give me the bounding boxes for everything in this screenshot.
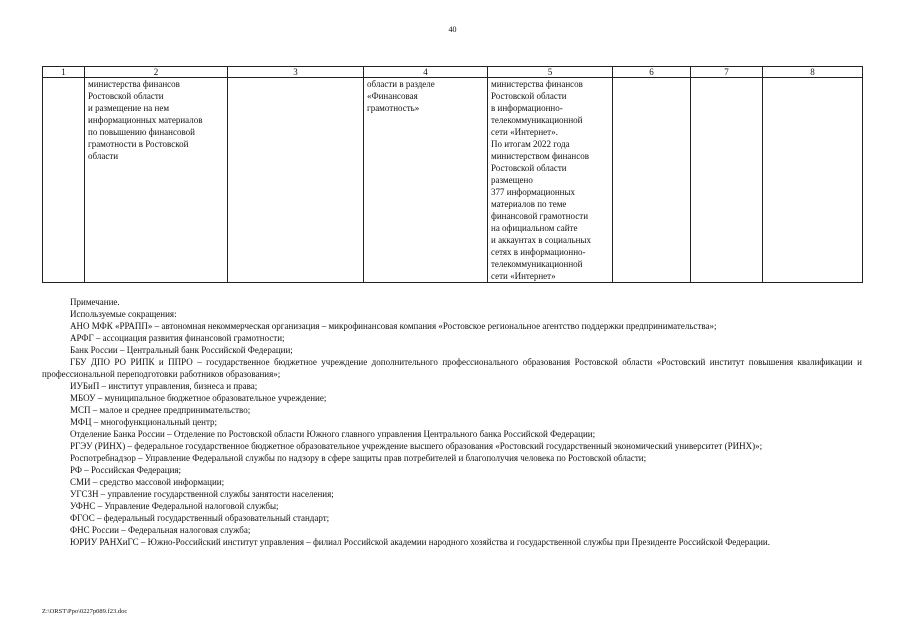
- note-line: ЮРИУ РАНХиГС – Южно-Российский институт управления – филиал Российской академии народного хозяйства и государственной службы при Президенте Российской Федерации.: [70, 537, 770, 547]
- cell-line: министерством финансов: [491, 151, 589, 161]
- note-line: РГЭУ (РИНХ) – федеральное государственное бюджетное образовательное учреждение высшего образования «Ростовский государственный экономический университет (РИНХ)»;: [70, 441, 763, 451]
- table-cell: [43, 78, 85, 283]
- cell-line: телекоммуникационной: [491, 259, 583, 269]
- table-cell: [613, 78, 691, 283]
- cell-line: Ростовской области: [491, 91, 567, 101]
- cell-line: области: [88, 151, 119, 161]
- cell-line: по повышению финансовой: [88, 127, 195, 137]
- cell-line: финансовой грамотности: [491, 211, 589, 221]
- abbreviations-notes: [42, 296, 862, 548]
- cell-line: и размещение на нем: [88, 103, 170, 113]
- table-row: [43, 78, 863, 283]
- note-line: Используемые сокращения:: [70, 309, 177, 319]
- cell-line: министерства финансов: [491, 79, 583, 89]
- cell-line: грамотности в Ростовской: [88, 139, 189, 149]
- file-path-footer: Z:\ORST\Ppo\0227p089.f23.doc: [42, 608, 128, 615]
- note-line: РФ – Российская Федерация;: [70, 465, 182, 475]
- note-line: МБОУ – муниципальное бюджетное образовательное учреждение;: [70, 393, 327, 403]
- note-line: Отделение Банка России – Отделение по Ростовской области Южного главного управления Центрального банка Российской Федерации;: [70, 429, 596, 439]
- cell-line: По итогам 2022 года: [491, 139, 570, 149]
- cell-line: на официальном сайте: [491, 223, 578, 233]
- cell-line: сети «Интернет».: [491, 127, 558, 137]
- table-cell: [228, 78, 364, 283]
- column-header: 3: [228, 67, 364, 78]
- note-line: УФНС – Управление Федеральной налоговой службы;: [70, 501, 279, 511]
- column-header: 4: [364, 67, 488, 78]
- table-cell-col2: [85, 78, 228, 283]
- table-cell-col5: [488, 78, 613, 283]
- cell-line: грамотность»: [367, 103, 420, 113]
- column-header: 7: [691, 67, 763, 78]
- note-line: Примечание.: [70, 297, 120, 307]
- cell-line: и аккаунтах в социальных: [491, 235, 591, 245]
- table-cell: [691, 78, 763, 283]
- cell-line: сети «Интернет»: [491, 271, 556, 281]
- note-line: АРФГ – ассоциация развития финансовой грамотности;: [70, 333, 285, 343]
- report-table: [42, 66, 863, 283]
- note-line: ФГОС – федеральный государственный образовательный стандарт;: [70, 513, 330, 523]
- note-line: ИУБиП – институт управления, бизнеса и права;: [70, 381, 258, 391]
- note-line: МСП – малое и среднее предпринимательство;: [70, 405, 251, 415]
- note-line: СМИ – средство массовой информации;: [70, 477, 225, 487]
- cell-line: в информационно-: [491, 103, 563, 113]
- column-header: 8: [763, 67, 863, 78]
- note-line: ФНС России – Федеральная налоговая служба;: [70, 525, 251, 535]
- cell-line: информационных материалов: [88, 115, 203, 125]
- cell-line: телекоммуникационной: [491, 115, 583, 125]
- cell-line: сетях в информационно-: [491, 247, 586, 257]
- note-line: УГСЗН – управление государственной службы занятости населения;: [70, 489, 334, 499]
- header-row: [43, 67, 863, 78]
- column-header: 6: [613, 67, 691, 78]
- note-line: АНО МФК «РРАПП» – автономная некоммерческая организация – микрофинансовая компания «Ростовское региональное агентство поддержки предпринимательства»;: [70, 321, 717, 331]
- cell-line: министерства финансов: [88, 79, 180, 89]
- table-cell-col4: [364, 78, 488, 283]
- cell-line: размещено: [491, 175, 533, 185]
- note-line: ГБУ ДПО РО РИПК и ППРО – государственное бюджетное учреждение дополнительного профессионального образования Ростовской области «Ростовский институт повышения квалификации и профессиональной переподготовки работников образования»;: [42, 357, 862, 379]
- cell-line: 377 информационных: [491, 187, 576, 197]
- column-header: 1: [43, 67, 85, 78]
- cell-line: Ростовской области: [88, 91, 164, 101]
- column-header: 5: [488, 67, 613, 78]
- cell-line: материалов по теме: [491, 199, 567, 209]
- cell-line: области в разделе: [367, 79, 435, 89]
- page-number: 40: [448, 25, 457, 34]
- note-line: Банк России – Центральный банк Российской Федерации;: [70, 345, 293, 355]
- note-line: Роспотребнадзор – Управление Федеральной службы по надзору в сфере защиты прав потребителей и благополучия человека по Ростовской области;: [70, 453, 647, 463]
- table-cell: [763, 78, 863, 283]
- cell-line: «Финансовая: [367, 91, 418, 101]
- cell-line: Ростовской области: [491, 163, 567, 173]
- note-line: МФЦ – многофункциональный центр;: [70, 417, 217, 427]
- column-header: 2: [85, 67, 228, 78]
